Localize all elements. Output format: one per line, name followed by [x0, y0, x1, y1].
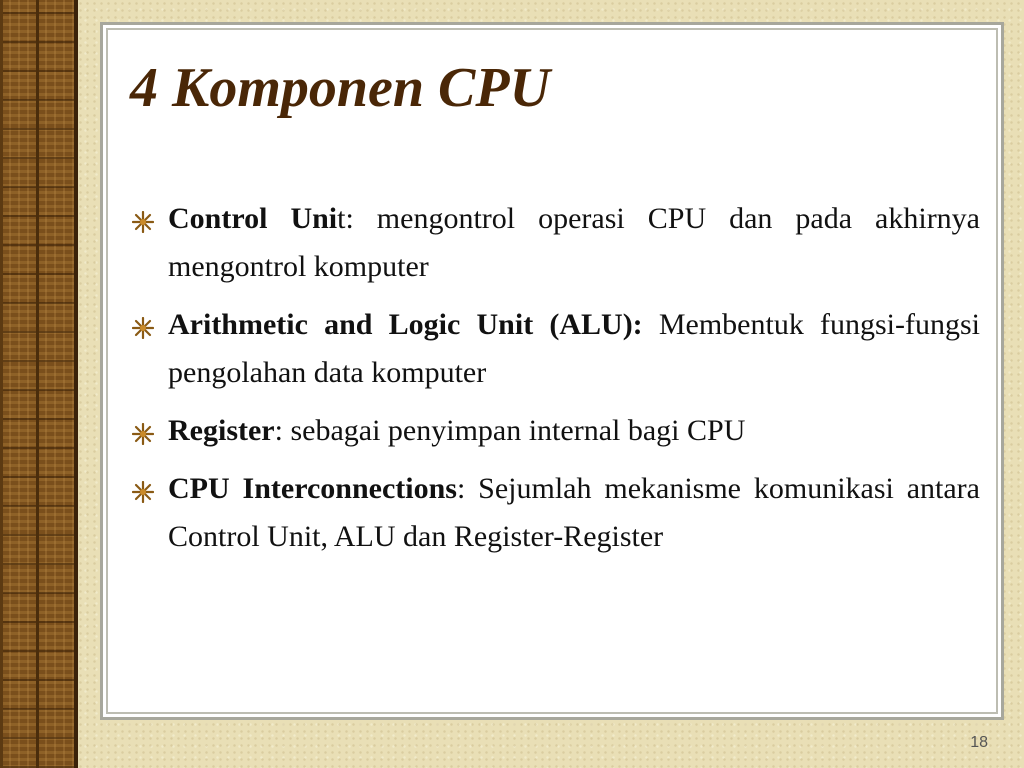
- sunburst-bullet-icon: [132, 211, 154, 233]
- bullet-item-alu: [130, 301, 980, 397]
- bullet-term: Control Uni: [168, 202, 338, 235]
- bullet-term: CPU Interconnections: [168, 472, 457, 505]
- bullet-item-cpu-interconnections: [130, 465, 980, 561]
- bullet-text: Membentuk fungsi-fungsi pengolahan data komputer: [168, 308, 980, 389]
- bullet-term: Register: [168, 414, 275, 447]
- bullet-text: t: mengontrol operasi CPU dan pada akhirnya mengontrol komputer: [168, 202, 981, 283]
- slide-title: 4 Komponen CPU: [130, 57, 551, 119]
- sunburst-bullet-icon: [132, 423, 154, 445]
- bullet-item-control-unit: [130, 195, 980, 291]
- bullet-text: : Sejumlah mekanisme komunikasi antara Control Unit, ALU dan Register-Register: [168, 472, 980, 553]
- bullet-list: [130, 195, 980, 571]
- page-number: 18: [970, 734, 988, 751]
- bullet-term: Arithmetic and Logic Unit (ALU):: [168, 308, 643, 341]
- sunburst-bullet-icon: [132, 481, 154, 503]
- bullet-item-register: [130, 407, 980, 455]
- wood-border-strip: [0, 0, 78, 768]
- bullet-text: : sebagai penyimpan internal bagi CPU: [274, 414, 746, 447]
- sunburst-bullet-icon: [132, 317, 154, 339]
